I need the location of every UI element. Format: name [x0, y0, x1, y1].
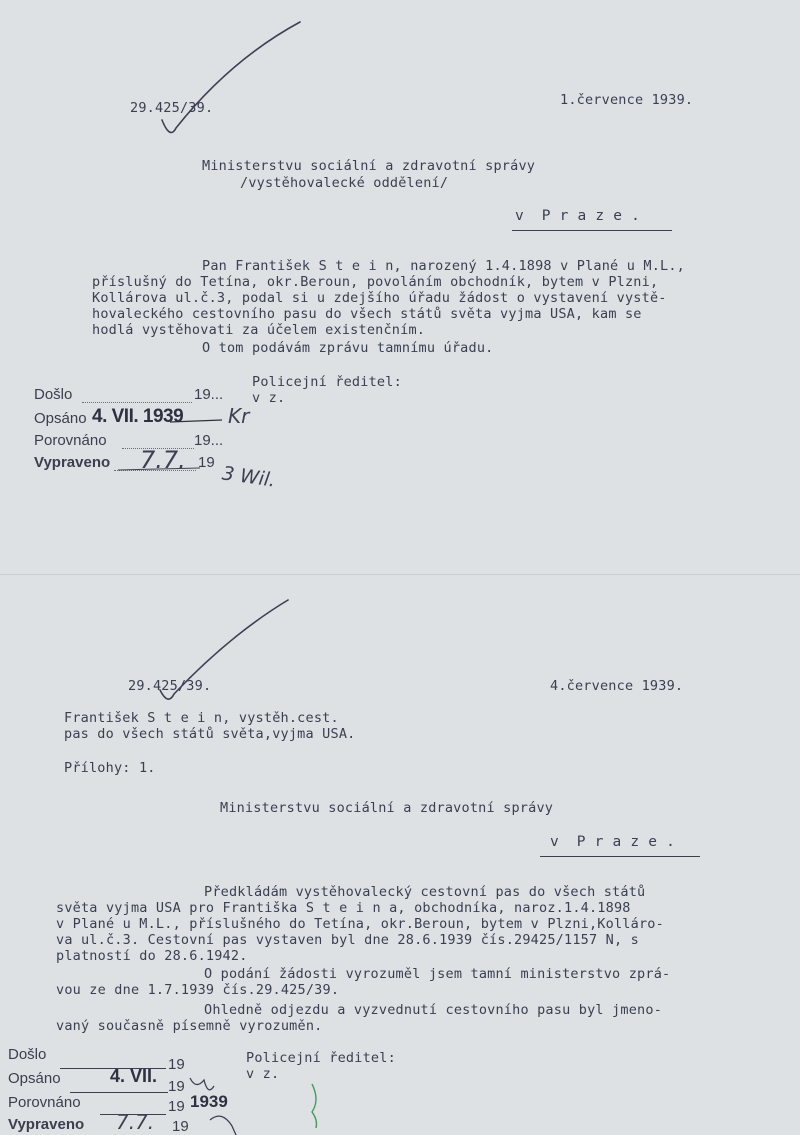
stamp2-porovnano-scribble	[190, 1078, 214, 1090]
letter1-body-line: příslušný do Tetína, okr.Beroun, povoláním obchodník, bytem v Plzni,	[92, 274, 659, 290]
letter2-subject-line1: František S t e i n, vystěh.cest.	[64, 710, 339, 726]
letter2-body-line: světa vyjma USA pro Františka S t e i n a, obchodníka, naroz.1.4.1898	[56, 900, 631, 916]
letter1-closing-line: O tom podávám zprávu tamnímu úřadu.	[202, 340, 494, 356]
letter1-date: 1.července 1939.	[560, 92, 694, 108]
letter2-subject-line2: pas do všech států světa,vyjma USA.	[64, 726, 356, 742]
stamp1-handwritten-note: 3 Wil.	[220, 462, 277, 492]
checkmark-stroke-2	[160, 600, 288, 699]
letter1-ref-number: 29.425/39.	[130, 100, 214, 116]
stamp2-porovnano-label: Porovnáno	[8, 1094, 81, 1111]
letter2-body-line: v Plané u M.L., příslušného do Tetína, okr.Beroun, bytem v Plzni,Kolláro-	[56, 916, 664, 932]
stamp2-opsano-year: 19	[168, 1078, 185, 1095]
stamp2-vypraveno-year: 19	[172, 1118, 189, 1135]
stamp2-vypraveno-label: Vypraveno	[8, 1116, 85, 1133]
stamp1-opsano-label: Opsáno	[34, 410, 87, 427]
letter2-body-line: Ohledně odjezdu a vyzvednutí cestovního pasu byl jmeno-	[204, 1002, 663, 1018]
letter2-ref-number: 29.425/39.	[128, 678, 212, 694]
stamp1-vypraveno-label: Vypraveno	[34, 454, 111, 471]
letter2-attachments: Přílohy: 1.	[64, 760, 156, 776]
stamp2-doslo-year: 19	[168, 1056, 185, 1073]
stamp2-vypraveno-tail	[210, 1116, 236, 1135]
letter1-body-line: hovaleckého cestovního pasu do všech států světa vyjma USA, kam se	[92, 306, 642, 322]
stamp2-porovnano-year: 19	[168, 1098, 185, 1115]
stamp1-strike-stroke	[170, 420, 222, 422]
letter2-signature-title: Policejní ředitel:	[246, 1050, 396, 1066]
stamp1-opsano-date: 4. VII. 1939	[92, 406, 184, 427]
letter2-signature-vz: v z.	[246, 1066, 280, 1082]
letter2-body-line: O podání žádosti vyrozuměl jsem tamní ministerstvo zprá-	[204, 966, 671, 982]
stamp1-handwritten-initials: Kr	[228, 404, 250, 428]
letter2-body-line: Předkládám vystěhovalecký cestovní pas do všech států	[204, 884, 646, 900]
letter1-city: v P r a z e .	[515, 208, 641, 224]
stamp2-opsano-date: 4. VII.	[110, 1066, 158, 1086]
stamp2-vypraveno-date: 7.7.	[116, 1110, 155, 1134]
letter2-body-line: va ul.č.3. Cestovní pas vystaven byl dne 28.6.1939 čís.29425/1157 N, s	[56, 932, 639, 948]
letter2-city: v P r a z e .	[550, 834, 676, 850]
letter2-body-line: vou ze dne 1.7.1939 čís.29.425/39.	[56, 982, 340, 998]
stamp1-vypraveno-scribble	[118, 468, 200, 470]
letter2-body-line: platností do 28.6.1942.	[56, 948, 248, 964]
letter1-body-line: Kollárova ul.č.3, podal si u zdejšího úřadu žádost o vystavení vystě-	[92, 290, 667, 306]
stamp2-opsano-label: Opsáno	[8, 1070, 61, 1087]
stamp1-porovnano-label: Porovnáno	[34, 432, 107, 449]
stamp2-signature-scribble	[312, 1084, 317, 1128]
stamp1-doslo-label: Došlo	[34, 386, 73, 403]
letter1-signature-vz: v z.	[252, 390, 286, 406]
letter1-addressee-line2: /vystěhovalecké oddělení/	[240, 175, 449, 191]
stamp1-vypraveno-date: 7.7.	[140, 446, 186, 474]
stamp1-porovnano-year: 19...	[194, 432, 224, 449]
letter1-body-line: hodlá vystěhovati za účelem existenčním.	[92, 322, 426, 338]
letter1-signature-title: Policejní ředitel:	[252, 374, 402, 390]
letter1-addressee-line1: Ministerstvu sociální a zdravotní správy	[202, 158, 536, 174]
stamp2-porovnano-stamped-year: 1939	[190, 1092, 228, 1111]
letter2-body-line: vaný současně písemně vyrozuměn.	[56, 1018, 323, 1034]
letter1-body-line: Pan František S t e i n, narozený 1.4.1898 v Plané u M.L.,	[202, 258, 686, 274]
letter2-date: 4.července 1939.	[550, 678, 684, 694]
letter2-addressee: Ministerstvu sociální a zdravotní správy	[220, 800, 554, 816]
stamp1-vypraveno-year: 19	[198, 454, 215, 471]
stamp1-doslo-year: 19...	[194, 386, 224, 403]
stamp2-doslo-label: Došlo	[8, 1046, 47, 1063]
checkmark-stroke-1	[162, 22, 300, 133]
